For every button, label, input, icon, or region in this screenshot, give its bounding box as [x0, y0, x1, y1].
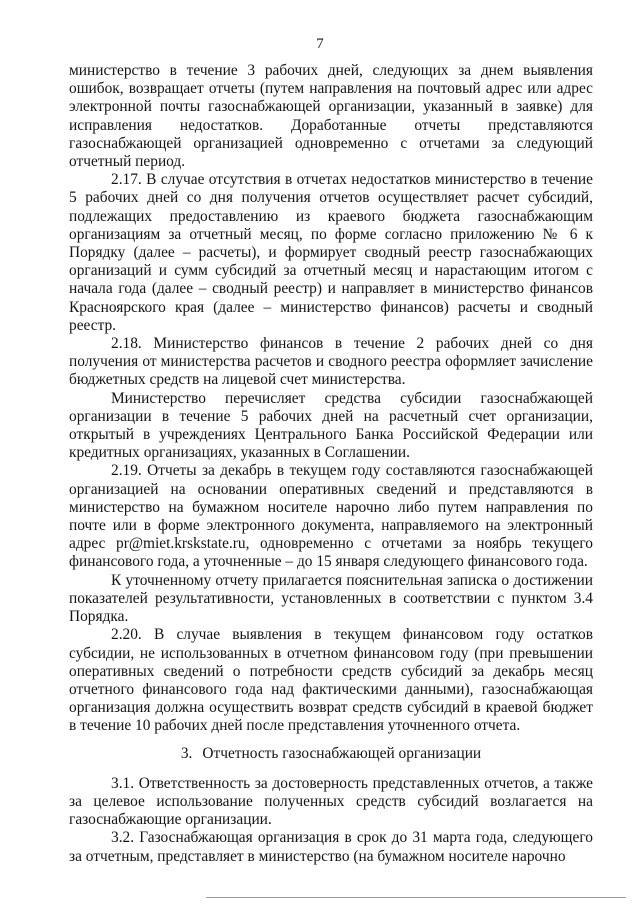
- paragraph-3-2: 3.2. Газоснабжающая организация в срок до 31 марта года, следующего за отчетным, представляет в министерство (на бумажном носителе нарочно: [69, 829, 593, 865]
- paragraph-explanatory-note: К уточненному отчету прилагается пояснительная записка о достижении показателей результативности, установленных в соответствии с пунктом 3.4 Порядка.: [69, 571, 593, 626]
- paragraph-2-18: 2.18. Министерство финансов в течение 2 рабочих дней со дня получения от министерства расчетов и сводного реестра оформляет зачисление бюджетных средств на лицевой счет министерства.: [69, 335, 593, 389]
- document-body: [69, 62, 593, 866]
- paragraph-3-1: 3.1. Ответственность за достоверность представленных отчетов, а также за целевое использование полученных средств субсидий возлагается на газоснабжающие организации.: [69, 774, 593, 829]
- paragraph-2-19: 2.19. Отчеты за декабрь в текущем году составляются газоснабжающей организацией на основании оперативных сведений и представляются в министерство на бумажном носителе нарочно либо путем направления по почте или в форме электронного документа, направляемого на электронный адрес pr@miet.krskstate.ru, одновременно с отчетами за ноябрь текущего финансового года, а уточненные – до 15 января следующего финансового года.: [69, 462, 593, 571]
- scan-edge-line: [206, 897, 626, 898]
- section-number: 3.: [180, 744, 193, 762]
- page-number: 7: [316, 36, 324, 52]
- paragraph-continuation: министерство в течение 3 рабочих дней, следующих за днем выявления ошибок, возвращает отчеты (путем направления на почтовый адрес или адрес электронной почты газоснабжающей организации, указанный в заявке) для исправления недостатков. Доработанные отчеты представляются газоснабжающей организацией одновременно с отчетами за следующий отчетный период.: [69, 62, 593, 171]
- paragraph-2-20: 2.20. В случае выявления в текущем финансовом году остатков субсидии, не использованных в отчетном финансовом году (при превышении оперативных сведений о потребности средств субсидий за декабрь месяц отчетного финансового года над фактическими данными), газоснабжающая организация должна осуществить возврат средств субсидий в краевой бюджет в течение 10 рабочих дней после представления уточненного отчета.: [69, 626, 593, 735]
- paragraph-2-17: 2.17. В случае отсутствия в отчетах недостатков министерство в течение 5 рабочих дней со дня получения отчетов осуществляет расчет субсидий, подлежащих предоставлению из краевого бюджета газоснабжающим организациям за отчетный месяц, по форме согласно приложению № 6 к Порядку (далее – расчеты), и формирует сводный реестр газоснабжающих организаций и сумм субсидий за отчетный месяц и нарастающим итогом с начала года (далее – сводный реестр) и направляет в министерство финансов Красноярского края (далее – министерство финансов) расчеты и сводный реестр.: [69, 171, 593, 334]
- section-title: Отчетность газоснабжающей организации: [202, 744, 482, 762]
- section-heading: [69, 745, 593, 763]
- paragraph-transfer: Министерство перечисляет средства субсидии газоснабжающей организации в течение 5 рабочих дней на расчетный счет организации, открытый в учреждениях Центрального Банка Российской Федерации или кредитных организациях, указанных в Соглашении.: [69, 389, 593, 462]
